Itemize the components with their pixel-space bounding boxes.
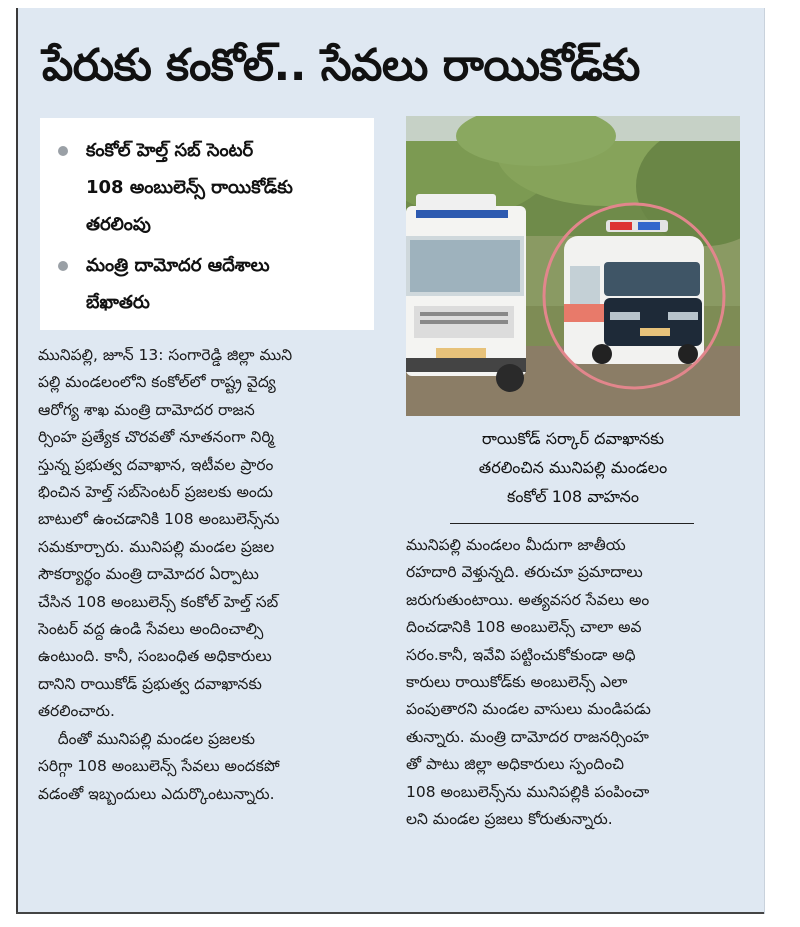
- photo-caption: [406, 424, 740, 511]
- bullet-icon: [58, 261, 68, 271]
- body-line: జరుగుతుంటాయి. అత్యవసర సేవలు అం: [406, 590, 650, 609]
- body-line: ఉంటుంది. కానీ, సంబంధిత అధికారులు: [38, 647, 272, 666]
- body-line: ర్సింహ ప్రత్యేక చొరవతో నూతనంగా నిర్మి: [38, 428, 275, 447]
- ambulance-photo: [406, 116, 740, 416]
- body-line: దీంతో మునిపల్లి మండల ప్రజలకు: [38, 729, 255, 748]
- column-divider-left: [16, 8, 18, 913]
- article-body-left: [38, 342, 378, 808]
- body-line: లని మండల ప్రజలు కోరుతున్నారు.: [406, 810, 613, 829]
- highlight-item: [56, 132, 362, 243]
- highlights-box: [40, 118, 374, 330]
- body-line: పల్లి మండలంలోని కంకోల్‌లో రాష్ట్ర వైద్య: [38, 373, 276, 392]
- body-line: కారులు రాయికోడ్‌కు అంబులెన్స్ ఎలా: [406, 673, 628, 692]
- article-body-right: [406, 532, 746, 833]
- body-line: సౌకర్యార్థం మంత్రి దామోదర ఏర్పాటు: [38, 565, 259, 584]
- body-line: రహదారి వెళ్తున్నది. తరుచూ ప్రమాదాలు: [406, 563, 643, 582]
- ambulance-photo-illustration: [406, 116, 740, 416]
- caption-line: కంకోల్ 108 వాహనం: [507, 487, 639, 506]
- caption-line: తరలించిన మునిపల్లి మండలం: [478, 458, 668, 477]
- highlight-line: తరలింపు: [86, 214, 151, 235]
- body-line: సమకూర్చారు. మునిపల్లి మండల ప్రజల: [38, 537, 275, 556]
- body-line: చేసిన 108 అంబులెన్స్ కంకోల్ హెల్త్ సబ్: [38, 592, 279, 611]
- body-line: 108 అంబులెన్స్‌ను మునిపల్లికి పంపించా: [406, 782, 650, 801]
- highlight-line: 108 అంబులెన్స్ రాయికోడ్‌కు: [86, 177, 293, 198]
- body-line: మునిపల్లి, జూన్ 13: సంగారెడ్డి జిల్లా ముని: [38, 346, 293, 364]
- highlight-line: మంత్రి దామోదర ఆదేశాలు: [86, 255, 270, 276]
- body-line: సరిగ్గా 108 అంబులెన్స్ సేవలు అందకపో: [38, 757, 280, 776]
- highlight-line: కంకోల్ హెల్త్ సబ్ సెంటర్: [86, 140, 254, 161]
- body-line: మునిపల్లి మండలం మీదుగా జాతీయ: [406, 536, 626, 554]
- body-line: తో పాటు జిల్లా అధికారులు స్పందించి: [406, 755, 625, 774]
- body-line: దించడానికి 108 అంబులెన్స్ చాలా అవ: [406, 618, 642, 637]
- body-line: బాటులో ఉంచడానికి 108 అంబులెన్స్‌ను: [38, 510, 280, 529]
- body-line: సరం.కానీ, ఇవేవి పట్టించుకోకుండా అధి: [406, 645, 636, 664]
- body-line: పంపుతారని మండల వాసులు మండిపడు: [406, 700, 651, 719]
- body-line: భించిన హెల్త్ సబ్‌సెంటర్ ప్రజలకు అందు: [38, 483, 274, 502]
- body-line: తరలించారు.: [38, 702, 115, 721]
- ambulance-right: [564, 220, 704, 364]
- bullet-icon: [58, 146, 68, 156]
- highlight-line: బేఖాతరు: [86, 292, 150, 313]
- ambulance-left: [406, 194, 526, 392]
- body-line: తున్నారు. మంత్రి దామోదర రాజనర్సింహ: [406, 727, 649, 746]
- caption-line: రాయికోడ్ సర్కార్ దవాఖానకు: [481, 429, 665, 448]
- headline: పేరుకు కంకోల్.. సేవలు రాయికోడ్‌కు: [42, 40, 640, 91]
- body-line: వడంతో ఇబ్బందులు ఎదుర్కొంటున్నారు.: [38, 784, 275, 803]
- article-bottom-rule: [16, 912, 764, 914]
- caption-divider: [450, 523, 694, 524]
- body-line: ఆరోగ్య శాఖ మంత్రి దామోదర రాజన: [38, 400, 255, 419]
- body-line: సెంటర్ వద్ద ఉండి సేవలు అందించాల్సి: [38, 620, 264, 639]
- body-line: స్తున్న ప్రభుత్వ దవాఖాన, ఇటీవల ప్రారం: [38, 455, 274, 474]
- body-line: దానిని రాయికోడ్ ప్రభుత్వ దవాఖానకు: [38, 674, 262, 693]
- highlight-item: [56, 247, 362, 321]
